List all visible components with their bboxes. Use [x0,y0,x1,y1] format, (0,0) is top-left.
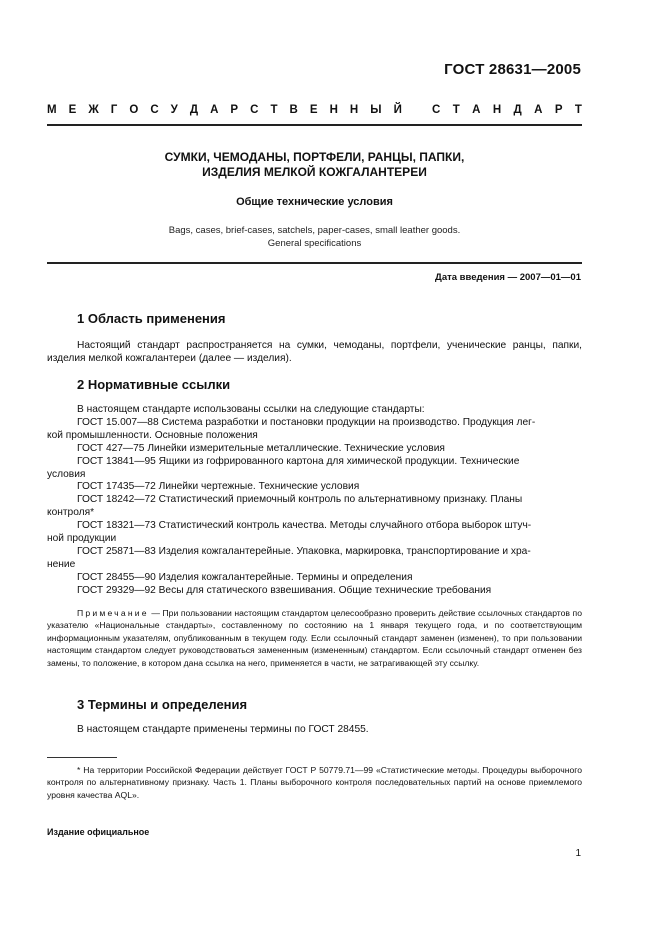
standard-letter: С [432,104,441,116]
interstate-letter: Ы [370,104,382,116]
note-label: Примечание [77,608,149,618]
reference-code: ГОСТ 427—75 [77,442,145,454]
reference-title: Линейки измерительные металлические. Технические условия [147,442,445,454]
reference-title: Статистический приемочный контроль по альтернативному признаку. Планы [158,494,523,506]
interstate-letter: Ж [88,104,99,116]
english-title-line-2: General specifications [267,238,362,249]
title-rule [47,262,582,264]
reference-continuation: ной продукции [47,533,117,545]
interstate-letter: Г [110,104,118,116]
interstate-letter: Н [329,104,338,116]
reference-item [47,520,582,533]
standard-letter: Т [452,104,460,116]
interstate-letter: М [47,104,57,116]
banner-word-standard [432,104,582,116]
interstate-letter: В [289,104,298,116]
interstate-standard-banner [47,104,582,116]
section-1-body: Настоящий стандарт распространяется на сумки, чемоданы, портфели, ученические ранцы, папки, изделия мелкой кожгалантереи (далее — изделия). [47,340,582,364]
reference-item [47,546,582,559]
section-1-text [47,339,582,365]
reference-item [47,481,582,494]
reference-code: ГОСТ 18321—73 [77,520,156,532]
standard-letter: А [534,104,543,116]
interstate-letter: У [170,104,178,116]
reference-code: ГОСТ 28455—90 [77,571,156,583]
references-intro: В настоящем стандарте использованы ссылки на следующие стандарты: [77,404,425,415]
interstate-letter: Е [68,104,77,116]
document-title [47,150,582,180]
reference-code: ГОСТ 18242—72 [77,494,156,506]
references-list [47,417,582,598]
reference-code: ГОСТ 13841—95 [77,455,156,467]
references-note [47,607,582,669]
reference-code: ГОСТ 15.007—88 [77,416,159,428]
banner-word-interstate [47,104,402,116]
footnote-rule [47,757,117,758]
official-edition-label: Издание официальное [47,827,150,837]
interstate-letter: Д [189,104,199,116]
reference-continuation: нение [47,558,76,570]
interstate-letter: С [150,104,159,116]
section-3-heading: 3 Термины и определения [77,697,248,712]
standard-letter: Д [513,104,522,116]
standard-letter: А [472,104,481,116]
reference-title: Весы для статического взвешивания. Общие технические требования [158,584,492,596]
english-title-line-1: Bags, cases, brief-cases, satchels, paper-cases, small leather goods. [168,225,461,236]
standard-letter: Т [574,104,582,116]
interstate-letter: О [129,104,139,116]
reference-title: Изделия кожгалантерейные. Термины и определения [158,571,413,583]
section-2-heading: 2 Нормативные ссылки [77,377,231,392]
reference-item [47,585,582,598]
interstate-letter: Р [230,104,239,116]
reference-title: Статистический контроль качества. Методы случайного отбора выборок штуч- [158,520,532,532]
reference-continuation: контроля* [47,507,95,519]
reference-code: ГОСТ 17435—72 [77,481,156,493]
reference-title: Система разработки и постановки продукции на производство. Продукция лег- [161,416,536,428]
interstate-letter: Е [309,104,318,116]
document-subtitle: Общие технические условия [236,196,393,208]
section-3-body: В настоящем стандарте применены термины по ГОСТ 28455. [77,724,369,735]
reference-continuation: условия [47,468,86,480]
reference-item [47,417,582,430]
interstate-letter: Й [393,104,402,116]
reference-code: ГОСТ 29329—92 [77,584,156,596]
reference-continuation: кой промышленности. Основные положения [47,429,258,441]
footnote [47,764,582,801]
standard-letter: Р [554,104,563,116]
introduction-date: Дата введения — 2007—01—01 [435,272,581,283]
reference-title: Ящики из гофрированного картона для химической продукции. Технические [158,455,520,467]
interstate-letter: Н [349,104,359,116]
header-rule [47,124,582,126]
reference-item [47,572,582,585]
standard-code: ГОСТ 28631—2005 [444,61,581,78]
interstate-letter: Т [270,104,278,116]
interstate-letter: С [250,104,259,116]
normative-references [47,404,582,598]
section-3-text [47,723,582,736]
reference-item [47,456,582,469]
title-line-1: СУМКИ, ЧЕМОДАНЫ, ПОРТФЕЛИ, РАНЦЫ, ПАПКИ, [164,150,465,164]
reference-title: Линейки чертежные. Технические условия [158,481,360,493]
reference-title: Изделия кожгалантерейные. Упаковка, маркировка, транспортирование и хра- [158,545,531,557]
footnote-text: * На территории Российской Федерации действует ГОСТ Р 50779.71—99 «Статистические методы. Процедуры выборочного контроля по альтернативному признаку. Часть 1. Планы выборочного контроля последовательных партий на основе приемлемого уровня качества AQL». [47,765,582,800]
page-number: 1 [575,848,581,859]
reference-code: ГОСТ 25871—83 [77,545,156,557]
title-line-2: ИЗДЕЛИЯ МЕЛКОЙ КОЖГАЛАНТЕРЕИ [202,165,427,179]
reference-item [47,443,582,456]
interstate-letter: А [210,104,219,116]
section-1-heading: 1 Область применения [77,311,226,326]
standard-letter: Н [492,104,502,116]
note-text: — При пользовании настоящим стандартом целесообразно проверить действие ссылочных стандартов по указателю «Национальные стандарты», составленному по состоянию на 1 января текущего года, и по соответствующим информационным указателям, опубликованным в текущем году. Если ссылочный стандарт заменен (изменен), то при пользовании настоящим стандартом следует руководствоваться замененным (измененным) стандартом. Если ссылочный стандарт отменен без замены, то положение, в котором дана ссылка на него, применяется в части, не затрагивающей эту ссылку. [47,608,582,668]
reference-item [47,494,582,507]
english-title [47,224,582,250]
